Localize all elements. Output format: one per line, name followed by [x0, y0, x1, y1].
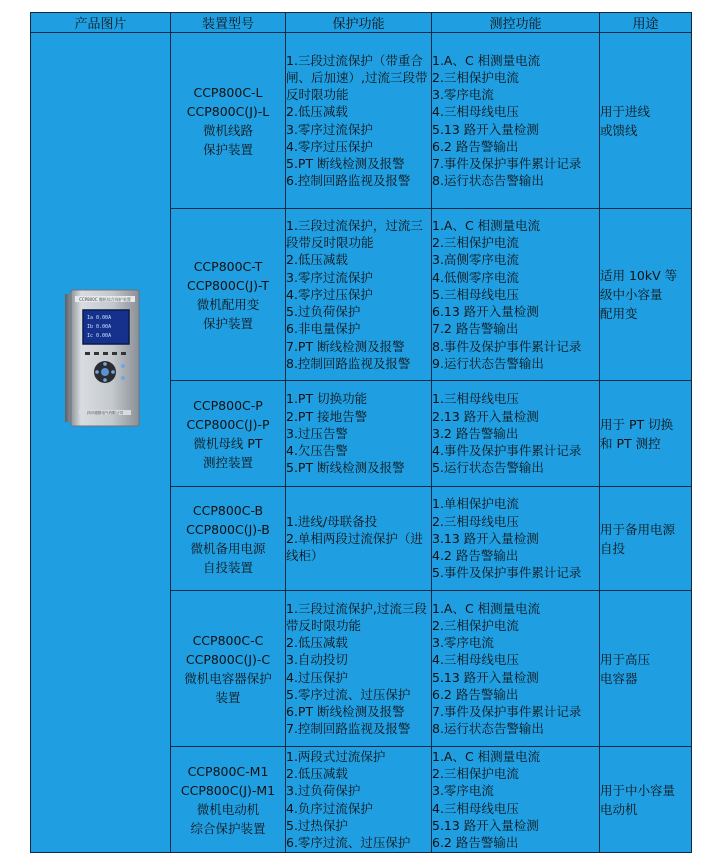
protection-item: 5.过负荷保护: [286, 304, 361, 320]
measurement-item: 4.三相母线电压: [432, 800, 519, 816]
usage-line: 用于备用电源: [600, 521, 676, 537]
protection-cell: [286, 381, 432, 487]
model-line: 微机母线 PT: [193, 435, 263, 451]
measurement-cell: [432, 487, 600, 591]
usage-cell: [600, 209, 692, 381]
model-line: 微机配用变: [196, 296, 260, 312]
model-line: CCP800C(J)-C: [185, 651, 271, 667]
usage-line: 用于高压: [600, 651, 651, 667]
usage-line: 用于进线: [600, 103, 651, 119]
model-line: 装置: [215, 689, 241, 705]
protection-item: 1.三段过流保护（带重合闸、后加速）,过流三段带反时限功能: [286, 52, 428, 103]
usage-cell: [600, 747, 692, 853]
usage-line: 用于 PT 切换: [600, 416, 674, 432]
measurement-item: 3.零序电流: [432, 783, 494, 799]
protection-cell: [286, 487, 432, 591]
protection-cell: [286, 747, 432, 853]
model-line: CCP800C-M1: [187, 763, 269, 779]
model-line: CCP800C(J)-M1: [180, 782, 276, 798]
model-line: 自投装置: [202, 559, 253, 575]
measurement-item: 6.2 路告警输出: [432, 138, 519, 154]
measurement-item: 2.13 路开入量检测: [432, 408, 539, 424]
usage-cell: [600, 487, 692, 591]
usage-line: 级中小容量: [600, 287, 663, 302]
protection-item: 1.三段过流保护,过流三段带反时限功能: [286, 600, 427, 633]
usage-line: 配用变: [600, 306, 638, 321]
usage-line: 用于中小容量: [600, 782, 676, 798]
measurement-item: 5.三相母线电压: [432, 286, 519, 302]
measurement-item: 9.运行状态告警输出: [432, 355, 544, 371]
measurement-cell: [432, 33, 600, 209]
protection-item: 5.零序过流、过压保护: [286, 686, 411, 702]
measurement-cell: [432, 591, 600, 747]
product-image-cell: [31, 33, 171, 853]
model-cell: [171, 381, 286, 487]
protection-item: 5.PT 断线检测及报警: [286, 155, 405, 171]
relay-device-image: [65, 288, 141, 428]
model-line: CCP800C(J)-B: [186, 521, 270, 537]
device-screen-line-3: Ic 0.00A: [87, 333, 112, 339]
measurement-item: 4.三相母线电压: [432, 652, 519, 668]
measurement-item: 8.事件及保护事件累计记录: [432, 338, 582, 354]
model-line: CCP800C(J)-T: [186, 277, 270, 293]
model-line: 微机电动机: [196, 801, 260, 817]
protection-item: 7.PT 断线检测及报警: [286, 338, 405, 354]
protection-item: 2.单相两段过流保护（进线柜）: [286, 530, 423, 564]
measurement-item: 1.三相母线电压: [432, 391, 519, 407]
protection-item: 3.过负荷保护: [286, 783, 361, 799]
usage-cell: [600, 591, 692, 747]
measurement-item: 4.2 路告警输出: [432, 548, 519, 564]
device-maker-plate: 四川德胜电气有限公司: [87, 411, 123, 415]
protection-item: 2.低压减载: [286, 766, 348, 782]
measurement-item: 6.2 路告警输出: [432, 834, 519, 850]
measurement-cell: [432, 381, 600, 487]
device-title-plate: CCP800C 微机综合保护装置: [79, 296, 131, 302]
protection-item: 4.零序过压保护: [286, 138, 373, 154]
header-protection: 保护功能: [286, 13, 432, 33]
model-cell: [171, 33, 286, 209]
measurement-item: 1.A、C 相测量电流: [432, 218, 541, 234]
protection-item: 1.进线/母联备投: [286, 513, 378, 529]
measurement-item: 5.13 路开入量检测: [432, 121, 539, 137]
protection-item: 6.非电量保护: [286, 321, 361, 337]
protection-item: 4.负序过流保护: [286, 800, 373, 816]
protection-item: 3.零序过流保护: [286, 269, 373, 285]
measurement-item: 7.事件及保护事件累计记录: [432, 155, 582, 171]
measurement-item: 1.A、C 相测量电流: [432, 52, 541, 68]
model-cell: [171, 591, 286, 747]
protection-item: 7.控制回路监视及报警: [286, 721, 411, 737]
product-spec-table: [30, 12, 692, 853]
model-line: 微机线路: [202, 122, 253, 138]
model-line: CCP800C-B: [192, 502, 264, 518]
usage-line: 电容器: [600, 670, 638, 686]
table-row: [31, 33, 692, 209]
measurement-item: 1.A、C 相测量电流: [432, 748, 541, 764]
protection-item: 6.控制回路监视及报警: [286, 173, 411, 189]
measurement-item: 6.2 路告警输出: [432, 686, 519, 702]
usage-cell: [600, 33, 692, 209]
measurement-item: 3.高侧零序电流: [432, 252, 519, 268]
measurement-item: 7.2 路告警输出: [432, 321, 519, 337]
measurement-item: 8.运行状态告警输出: [432, 721, 544, 737]
measurement-cell: [432, 209, 600, 381]
header-model: 装置型号: [171, 13, 286, 33]
model-line: 测控装置: [202, 454, 253, 470]
measurement-item: 2.三相保护电流: [432, 617, 519, 633]
usage-line: 自投: [600, 540, 626, 556]
protection-item: 5.PT 断线检测及报警: [286, 460, 405, 476]
protection-item: 2.低压减载: [286, 252, 348, 268]
measurement-item: 5.运行状态告警输出: [432, 460, 544, 476]
model-line: 微机电容器保护: [184, 670, 272, 686]
measurement-item: 5.13 路开入量检测: [432, 817, 539, 833]
protection-item: 4.过压保护: [286, 669, 348, 685]
measurement-item: 7.事件及保护事件累计记录: [432, 703, 582, 719]
header-product-image: 产品图片: [31, 13, 171, 33]
measurement-item: 2.三相保护电流: [432, 235, 519, 251]
measurement-item: 5.13 路开入量检测: [432, 669, 539, 685]
model-line: CCP800C-L: [193, 84, 263, 100]
usage-line: 适用 10kV 等: [600, 268, 678, 283]
protection-item: 4.零序过压保护: [286, 286, 373, 302]
model-cell: [171, 747, 286, 853]
protection-item: 4.欠压告警: [286, 443, 348, 459]
protection-item: 1.三段过流保护，过流三段带反时限功能: [286, 218, 423, 251]
measurement-item: 2.三相母线电压: [432, 513, 519, 529]
measurement-item: 3.零序电流: [432, 87, 494, 103]
model-line: CCP800C-P: [193, 397, 263, 413]
model-line: 微机备用电源: [190, 540, 266, 556]
protection-item: 1.两段式过流保护: [286, 748, 386, 764]
protection-item: 6.零序过流、过压保护: [286, 834, 411, 850]
protection-item: 5.过热保护: [286, 817, 348, 833]
protection-cell: [286, 33, 432, 209]
model-line: 保护装置: [202, 141, 253, 157]
protection-cell: [286, 591, 432, 747]
header-usage: 用途: [600, 13, 692, 33]
protection-item: 2.低压减载: [286, 635, 348, 651]
usage-cell: [600, 381, 692, 487]
measurement-item: 3.13 路开入量检测: [432, 530, 539, 546]
protection-item: 2.PT 接地告警: [286, 408, 368, 424]
measurement-item: 1.A、C 相测量电流: [432, 600, 541, 616]
header-measurement: 测控功能: [432, 13, 600, 33]
model-cell: [171, 487, 286, 591]
measurement-item: 4.事件及保护事件累计记录: [432, 443, 582, 459]
protection-cell: [286, 209, 432, 381]
measurement-item: 4.三相母线电压: [432, 104, 519, 120]
protection-item: 8.控制回路监视及报警: [286, 355, 411, 371]
model-line: 保护装置: [202, 315, 253, 331]
measurement-item: 5.事件及保护事件累计记录: [432, 565, 582, 581]
device-screen-line-1: Ia 0.00A: [87, 315, 112, 321]
protection-item: 1.PT 切换功能: [286, 391, 368, 407]
device-screen-line-2: Ib 0.00A: [87, 324, 112, 330]
protection-item: 3.过压告警: [286, 425, 348, 441]
measurement-item: 2.三相保护电流: [432, 766, 519, 782]
measurement-item: 1.单相保护电流: [432, 496, 519, 512]
model-line: CCP800C(J)-L: [186, 103, 270, 119]
protection-item: 2.低压减载: [286, 104, 348, 120]
model-line: CCP800C(J)-P: [186, 416, 270, 432]
model-line: CCP800C-T: [193, 258, 263, 274]
model-line: 综合保护装置: [190, 820, 266, 836]
measurement-item: 6.13 路开入量检测: [432, 304, 539, 320]
measurement-item: 2.三相保护电流: [432, 69, 519, 85]
measurement-item: 3.2 路告警输出: [432, 425, 519, 441]
header-row: [31, 13, 692, 33]
usage-line: 或馈线: [600, 122, 638, 138]
protection-item: 3.零序过流保护: [286, 121, 373, 137]
protection-item: 3.自动投切: [286, 652, 348, 668]
measurement-item: 4.低侧零序电流: [432, 269, 519, 285]
model-line: CCP800C-C: [192, 632, 264, 648]
measurement-item: 3.零序电流: [432, 635, 494, 651]
usage-line: 和 PT 测控: [600, 435, 661, 451]
usage-line: 电动机: [600, 801, 638, 817]
measurement-cell: [432, 747, 600, 853]
model-cell: [171, 209, 286, 381]
measurement-item: 8.运行状态告警输出: [432, 173, 544, 189]
protection-item: 6.PT 断线检测及报警: [286, 703, 405, 719]
